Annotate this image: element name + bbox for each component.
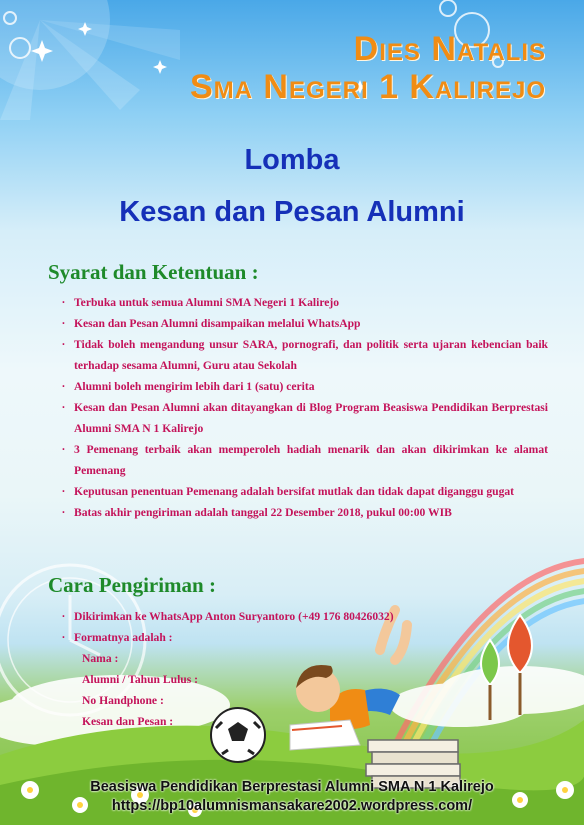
- format-field-phone: No Handphone :: [82, 694, 164, 707]
- list-item: . Dikirimkan ke WhatsApp Anton Suryantoro (+49 176 80426032): [62, 606, 548, 627]
- list-item: . Tidak boleh mengandung unsur SARA, pornografi, dan politik serta ujaran kebencian baik terhadap sesama Alumni, Guru atau Sekolah: [62, 334, 548, 376]
- event-title: [190, 30, 546, 106]
- terms-heading: Syarat dan Ketentuan :: [48, 260, 259, 284]
- list-item: . Keputusan penentuan Pemenang adalah bersifat mutlak dan tidak dapat diganggu gugat: [62, 481, 548, 502]
- submission-heading: Cara Pengiriman :: [48, 573, 216, 597]
- contest-title-line2: Kesan dan Pesan Alumni: [119, 196, 465, 228]
- submission-list: [62, 606, 548, 732]
- list-item: . Kesan dan Pesan Alumni disampaikan melalui WhatsApp: [62, 313, 548, 334]
- format-field-message: Kesan dan Pesan :: [82, 715, 174, 728]
- footer-url: https://bp10alumnismansakare2002.wordpress.com/: [111, 798, 473, 814]
- event-title-line2: Sma Negeri 1 Kalirejo: [189, 68, 546, 106]
- format-field-name: Nama :: [82, 652, 119, 665]
- list-item: . Terbuka untuk semua Alumni SMA Negeri 1 Kalirejo: [62, 292, 548, 313]
- event-title-line1: Dies Natalis: [353, 30, 546, 68]
- terms-list: [62, 292, 548, 523]
- sunburst-decoration: [0, 0, 180, 120]
- list-item: . Formatnya adalah :: [62, 627, 548, 648]
- list-item: . Kesan dan Pesan Alumni akan ditayangkan di Blog Program Beasiswa Pendidikan Berprestasi Alumni SMA N 1 Kalirejo: [62, 397, 548, 439]
- format-field-alumni-year: Alumni / Tahun Lulus :: [82, 673, 199, 686]
- list-item: . Batas akhir pengiriman adalah tanggal 22 Desember 2018, pukul 00:00 WIB: [62, 502, 548, 523]
- footer-organization: Beasiswa Pendidikan Berprestasi Alumni SMA N 1 Kalirejo: [90, 779, 494, 795]
- list-item: . 3 Pemenang terbaik akan memperoleh hadiah menarik dan akan dikirimkan ke alamat Pemenang: [62, 439, 548, 481]
- contest-title-line1: Lomba: [244, 144, 340, 176]
- list-item: . Alumni boleh mengirim lebih dari 1 (satu) cerita: [62, 376, 548, 397]
